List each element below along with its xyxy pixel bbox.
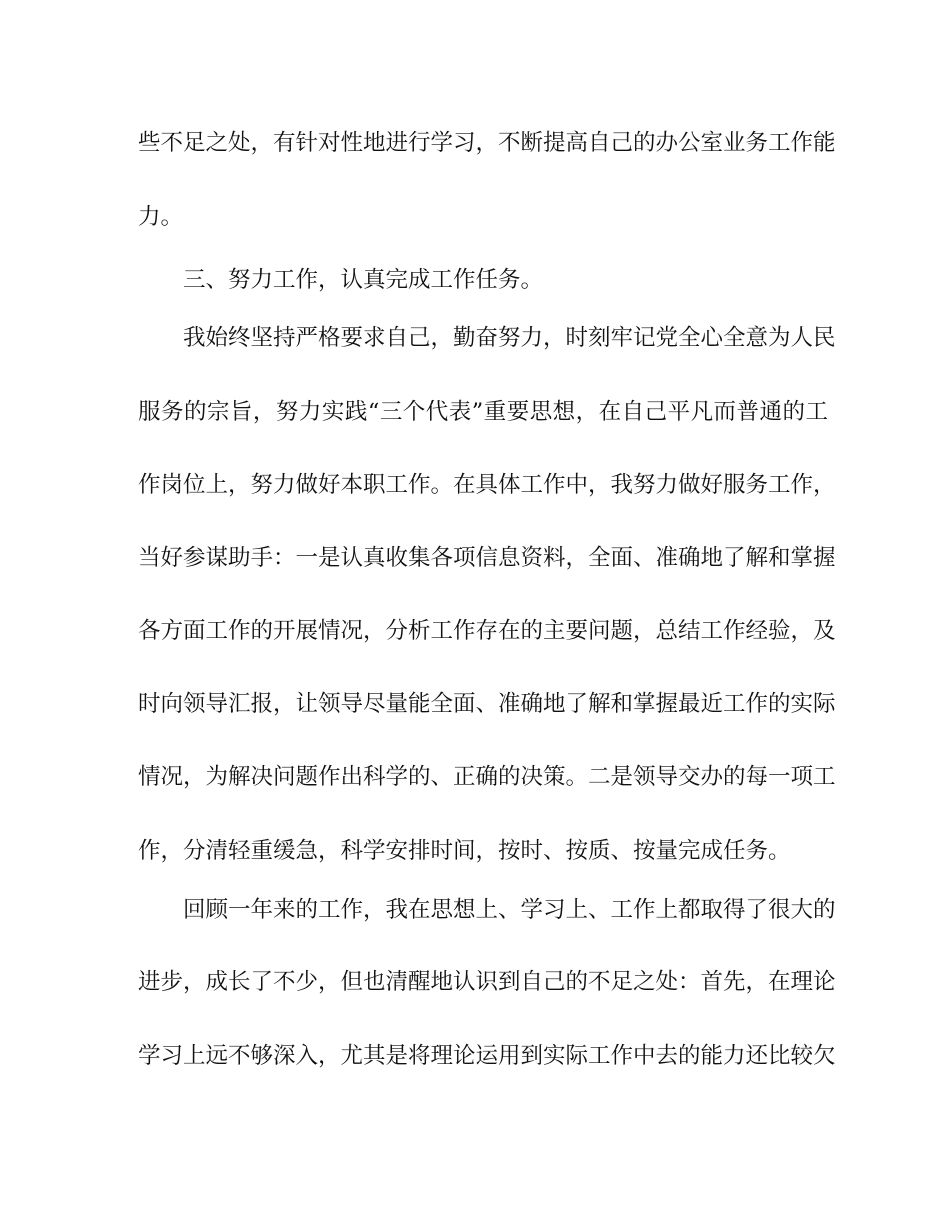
section-heading-3: 三、努力工作，认真完成工作任务。 bbox=[183, 267, 544, 293]
text-line-4: 我始终坚持严格要求自己，勤奋努力，时刻牢记党全心全意为人民 bbox=[183, 325, 836, 351]
text-line-2: 力。 bbox=[138, 204, 184, 230]
text-line-13: 进步，成长了不少，但也清醒地认识到自己的不足之处：首先，在理论 bbox=[138, 969, 836, 995]
text-line-6: 作岗位上，努力做好本职工作。在具体工作中，我努力做好服务工作， bbox=[138, 472, 836, 498]
text-line-8: 各方面工作的开展情况，分析工作存在的主要问题，总结工作经验，及 bbox=[138, 618, 836, 644]
text-line-9: 时向领导汇报，让领导尽量能全面、准确地了解和掌握最近工作的实际 bbox=[138, 691, 836, 717]
text-line-14: 学习上远不够深入，尤其是将理论运用到实际工作中去的能力还比较欠 bbox=[138, 1043, 836, 1069]
text-line-5: 服务的宗旨，努力实践“三个代表”重要思想，在自己平凡而普通的工 bbox=[138, 399, 828, 425]
text-line-10: 情况，为解决问题作出科学的、正确的决策。二是领导交办的每一项工 bbox=[138, 764, 836, 790]
text-line-12: 回顾一年来的工作，我在思想上、学习上、工作上都取得了很大的 bbox=[183, 897, 836, 923]
text-line-11: 作，分清轻重缓急，科学安排时间，按时、按质、按量完成任务。 bbox=[138, 838, 791, 864]
text-line-1: 些不足之处，有针对性地进行学习，不断提高自己的办公室业务工作能 bbox=[138, 130, 836, 156]
text-line-7: 当好参谋助手：一是认真收集各项信息资料，全面、准确地了解和掌握 bbox=[138, 545, 836, 571]
